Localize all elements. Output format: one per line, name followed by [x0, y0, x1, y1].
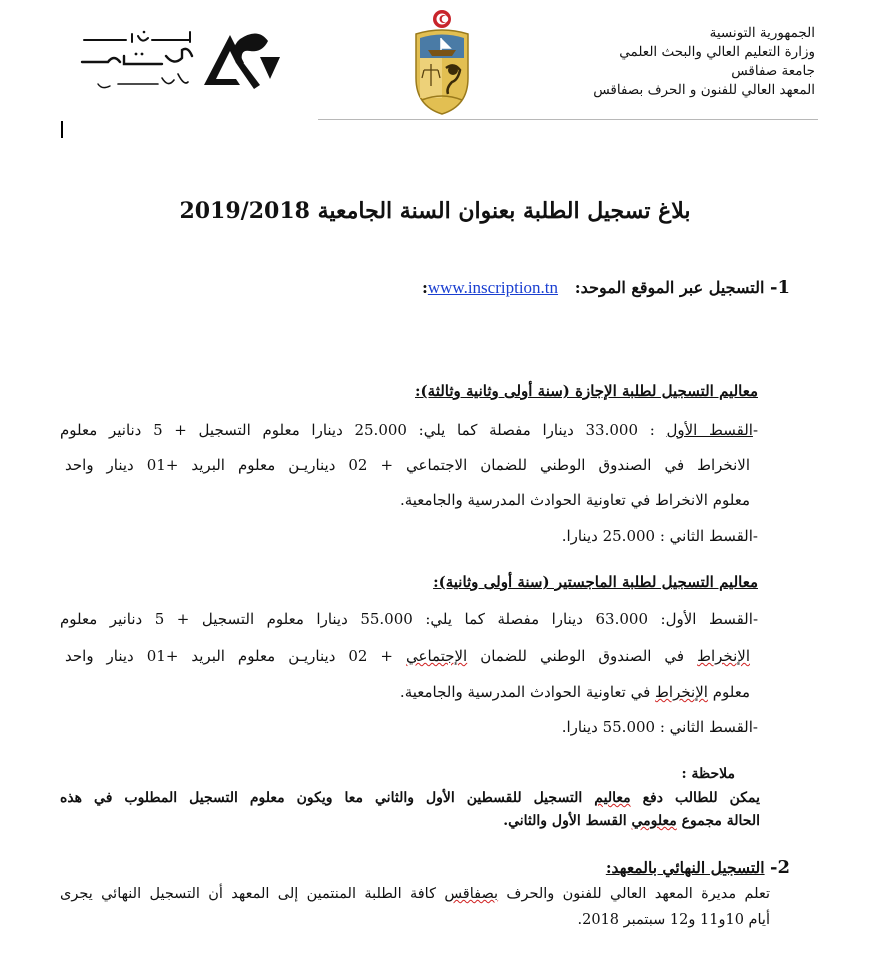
- inscription-link[interactable]: www.inscription.tn: [427, 278, 559, 297]
- header-line-republic: الجمهورية التونسية: [709, 25, 815, 41]
- section-2-line-2: أيام 10و11 و12 سبتمبر 2018.: [577, 912, 770, 928]
- licence-first-label: القسط الأول: [666, 421, 753, 439]
- master-line-2: الإنخراط في الصندوق الوطني للضمان الإجتماعي + 02 ديناريـن معلوم البريد +01 دينار واحد: [65, 647, 750, 665]
- link-suffix: :: [421, 278, 428, 297]
- licence-second-text: القسط الثاني : 25.000 دينارا.: [561, 527, 753, 545]
- tunisia-emblem: [408, 8, 476, 118]
- ministry-header: [515, 24, 815, 100]
- header-line-university: جامعة صفاقس: [731, 63, 815, 79]
- licence-first-installment: -القسط الأول : 33.000 دينارا مفصلة كما يلي: 25.000 دينارا معلوم التسجيل + 5 دنانير معلوم: [60, 421, 759, 439]
- header-line-ministry: وزارة التعليم العالي والبحث العلمي: [619, 44, 815, 60]
- page-title: بلاغ تسجيل الطلبة بعنوان السنة الجامعية 2019/2018: [179, 198, 691, 224]
- licence-line-2: الانخراط في الصندوق الوطني للضمان الاجتماعي + 02 ديناريـن معلوم البريد +01 دينار واحد: [65, 456, 751, 474]
- note-line-1: يمكن للطالب دفع معاليم التسجيل للقسطين الأول والثاني معا ويكون معلوم التسجيل المطلوب في هذه: [60, 790, 760, 806]
- master-line-3: معلوم الإنخراط في تعاونية الحوادث المدرسية والجامعية.: [399, 683, 750, 701]
- note-line-2: الحالة مجموع معلومي القسط الأول والثاني.: [503, 813, 760, 829]
- section-2-label: التسجيل النهائي بالمعهد:: [605, 858, 765, 877]
- institute-logo-mark: [200, 27, 285, 97]
- master-second-text: القسط الثاني : 55.000 دينارا.: [561, 718, 753, 736]
- section-2-number: 2-: [769, 857, 790, 878]
- header-separator: [318, 119, 818, 120]
- text-cursor: [61, 121, 63, 138]
- licence-line-3: معلوم الانخراط في تعاونية الحوادث المدرسية والجامعية.: [399, 491, 750, 509]
- licence-fees-heading: معاليم التسجيل لطلبة الإجازة (سنة أولى وثانية وثالثة):: [415, 382, 758, 400]
- section-2-line-1: تعلم مديرة المعهد العالي للفنون والحرف بصفاقس كافة الطلبة المنتمين إلى المعهد أن التسجيل النهائي يجرى: [60, 886, 770, 902]
- master-first-installment: -القسط الأول: 63.000 دينارا مفصلة كما يلي: 55.000 دينارا معلوم التسجيل + 5 دنانير معلوم: [60, 610, 759, 628]
- section-1-label: التسجيل عبر الموقع الموحد:: [574, 278, 765, 297]
- note-heading: ملاحظة :: [681, 766, 735, 782]
- header-line-institute: المعهد العالي للفنون و الحرف بصفاقس: [593, 82, 815, 98]
- section-1-heading: [290, 277, 790, 298]
- master-second-installment: -القسط الثاني : 55.000 دينارا.: [561, 718, 758, 736]
- institute-logo-text: [78, 26, 198, 96]
- section-1-number: 1-: [769, 277, 790, 298]
- master-fees-heading: معاليم التسجيل لطلبة الماجستير (سنة أولى وثانية):: [433, 573, 758, 591]
- section-2-heading: [606, 857, 790, 878]
- master-first-text: القسط الأول: 63.000 دينارا مفصلة كما يلي: 55.000 دينارا معلوم التسجيل + 5 دنانير معلوم: [60, 610, 753, 628]
- licence-second-installment: -القسط الثاني : 25.000 دينارا.: [561, 527, 758, 545]
- licence-first-rest: : 33.000 دينارا مفصلة كما يلي: 25.000 دينارا معلوم التسجيل + 5 دنانير معلوم: [60, 421, 667, 439]
